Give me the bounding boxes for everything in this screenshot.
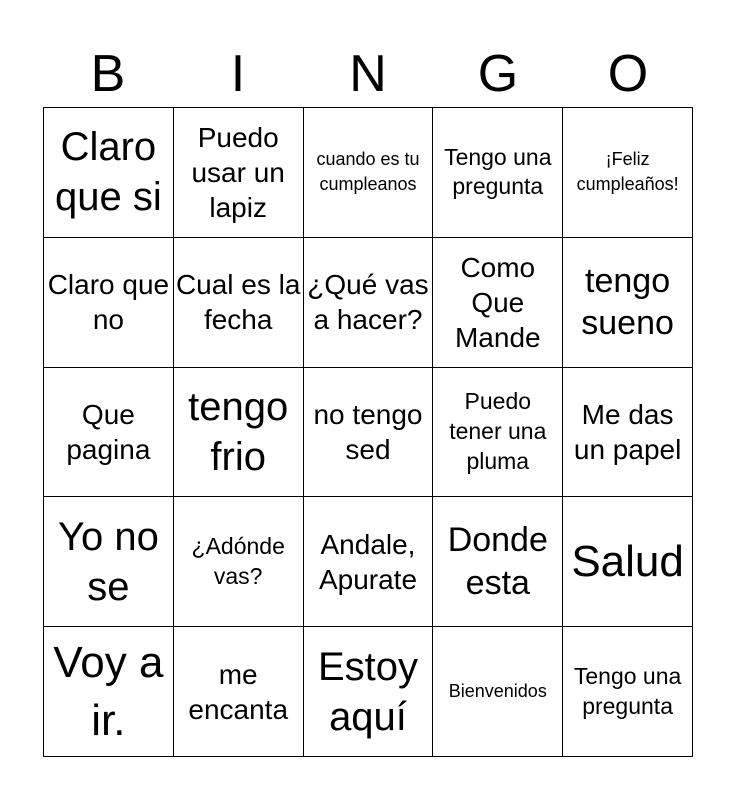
cell-text: Claro que si — [55, 125, 162, 220]
bingo-cell[interactable] — [563, 238, 693, 368]
bingo-cell[interactable] — [174, 497, 304, 627]
cell-text: Voy a ir. — [53, 638, 164, 745]
bingo-cell[interactable] — [174, 368, 304, 498]
cell-text: Cual es la fecha — [175, 269, 301, 336]
cell-text: Tengo una pregunta — [573, 662, 682, 719]
bingo-cell[interactable] — [433, 238, 563, 368]
cell-text: Tengo una pregunta — [444, 143, 552, 200]
cell-text: Como Que Mande — [454, 251, 541, 353]
cell-text: Yo no se — [57, 514, 159, 609]
header-letter-b: B — [90, 45, 126, 103]
cell-text: Puedo tener una pluma — [449, 388, 547, 474]
bingo-cell[interactable] — [563, 627, 693, 757]
bingo-cell[interactable] — [433, 108, 563, 238]
cell-text: me encanta — [188, 658, 289, 725]
bingo-cell[interactable] — [44, 108, 174, 238]
bingo-cell[interactable] — [563, 497, 693, 627]
bingo-cell[interactable] — [174, 627, 304, 757]
bingo-cell[interactable] — [304, 627, 434, 757]
header-letter-o: O — [607, 45, 649, 103]
header-letter-n: N — [349, 45, 387, 103]
bingo-cell[interactable] — [304, 108, 434, 238]
bingo-cell[interactable] — [433, 627, 563, 757]
cell-text: tengo frio — [188, 384, 289, 479]
bingo-cell[interactable] — [563, 368, 693, 498]
cell-text: no tengo sed — [313, 398, 423, 465]
header-letter-i: I — [230, 45, 246, 103]
bingo-cell[interactable] — [174, 108, 304, 238]
cell-text: Claro que no — [47, 269, 170, 336]
header-letter-g: G — [477, 45, 519, 103]
cell-text: cuando es tu cumpleanos — [316, 149, 420, 195]
cell-text: Salud — [571, 537, 684, 587]
cell-text: ¡Feliz cumpleaños! — [576, 149, 679, 195]
cell-text: ¿Qué vas a hacer? — [307, 269, 429, 336]
cell-text: Estoy aquí — [317, 644, 419, 739]
cell-text: ¿Adónde vas? — [191, 532, 285, 589]
bingo-cell[interactable] — [44, 368, 174, 498]
cell-text: Andale, Apurate — [318, 528, 418, 595]
cell-text: Bienvenidos — [448, 681, 547, 701]
bingo-cell[interactable] — [304, 238, 434, 368]
cell-text: Puedo usar un lapiz — [191, 121, 285, 223]
bingo-cell[interactable] — [433, 368, 563, 498]
bingo-cell[interactable] — [174, 238, 304, 368]
bingo-cell[interactable] — [304, 497, 434, 627]
bingo-cell[interactable] — [304, 368, 434, 498]
bingo-board — [43, 107, 693, 757]
bingo-cell[interactable] — [44, 497, 174, 627]
bingo-cell[interactable] — [44, 627, 174, 757]
cell-text: Que pagina — [66, 398, 151, 465]
bingo-cell[interactable] — [563, 108, 693, 238]
cell-text: tengo sueno — [581, 261, 674, 343]
bingo-cell[interactable] — [433, 497, 563, 627]
bingo-cell[interactable] — [44, 238, 174, 368]
bingo-header — [43, 44, 693, 104]
cell-text: Donde esta — [447, 521, 548, 602]
cell-text: Me das un papel — [573, 398, 682, 465]
